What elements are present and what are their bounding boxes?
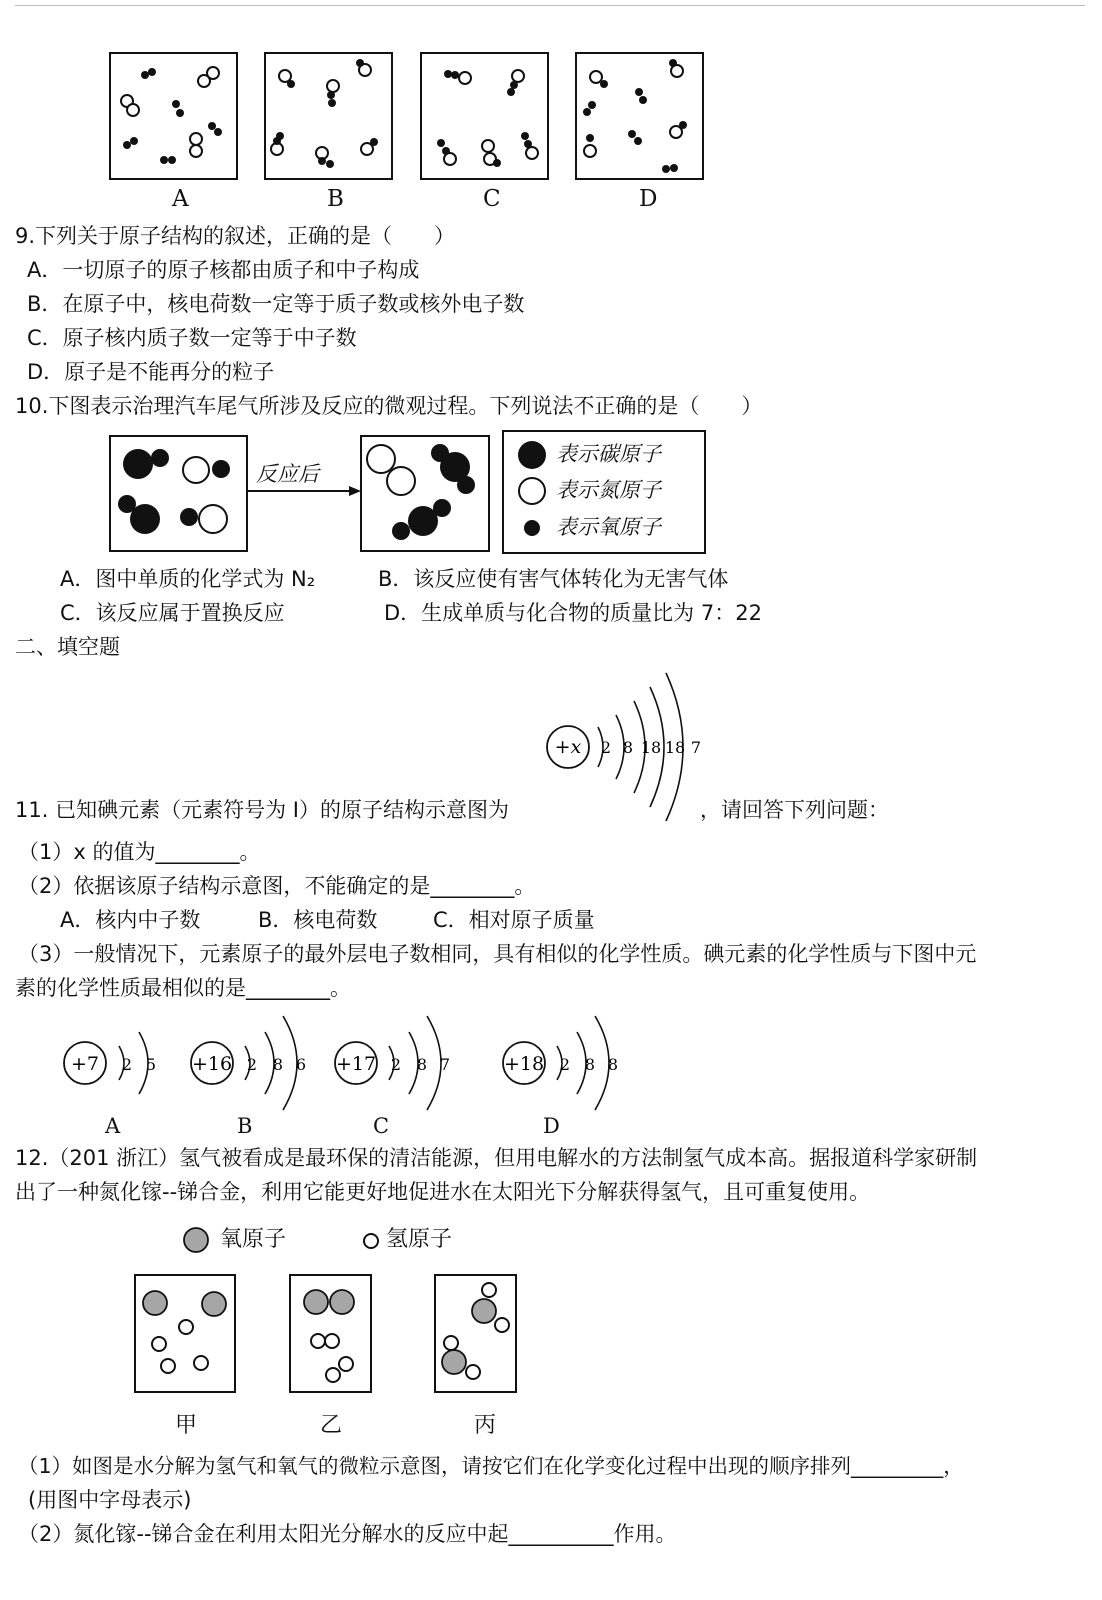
q12-legend-hydrogen-circle	[362, 1232, 382, 1252]
q10-arrow-label: 反应后	[256, 462, 319, 486]
q8-box-c	[421, 53, 548, 179]
svg-text:8: 8	[416, 1055, 428, 1074]
q8-particle-boxes	[100, 48, 720, 188]
q10-stem: 10.下图表示治理汽车尾气所涉及反应的微观过程。下列说法不正确的是（ ）	[15, 394, 763, 418]
q8-box-b	[265, 53, 392, 179]
svg-text:2: 2	[559, 1055, 571, 1074]
q12-stem-line1: 12.（201 浙江）氢气被看成是最环保的清洁能源，但用电解水的方法制氢气成本高。据报道科学家研制	[15, 1146, 978, 1170]
q10-legend-carbon: 表示碳原子	[556, 442, 661, 466]
svg-text:2: 2	[121, 1055, 133, 1074]
q11-sub2: （2）依据该原子结构示意图，不能确定的是________。	[18, 874, 536, 898]
q11-sub2-option-a: A．核内中子数	[60, 908, 201, 932]
q12-water-decomposition-boxes	[130, 1270, 530, 1400]
svg-text:5: 5	[145, 1055, 157, 1074]
svg-text:8: 8	[272, 1055, 284, 1074]
q10-option-d: D．生成单质与化合物的质量比为 7：22	[384, 601, 762, 625]
q10-option-c: C．该反应属于置换反应	[60, 601, 285, 625]
q11-stem-before: 11. 已知碘元素（元素符号为 I）的原子结构示意图为	[15, 798, 509, 822]
svg-text:18: 18	[664, 738, 686, 757]
q10-legend-nitrogen: 表示氮原子	[556, 478, 661, 502]
svg-text:+17: +17	[335, 1053, 377, 1075]
top-rule	[15, 5, 1085, 6]
svg-text:+18: +18	[503, 1053, 545, 1075]
svg-text:7: 7	[439, 1055, 451, 1074]
q12-stem-line2: 出了一种氮化镓--锑合金，利用它能更好地促进水在太阳光下分解获得氢气，且可重复使用。	[15, 1180, 871, 1204]
atom-d	[503, 1016, 618, 1110]
svg-text:2: 2	[246, 1055, 258, 1074]
q9-option-c: C．原子核内质子数一定等于中子数	[27, 326, 357, 350]
q11-sub2-option-c: C．相对原子质量	[433, 908, 595, 932]
q11-stem-after: ，请回答下列问题：	[700, 798, 889, 822]
q12-box-label-bing: 丙	[474, 1413, 497, 1438]
q11-atom-label-d: D	[543, 1114, 560, 1138]
atom-a	[64, 1032, 156, 1094]
q10-option-b: B．该反应使有害气体转化为无害气体	[378, 567, 729, 591]
q11-element-atom-diagrams	[55, 1010, 635, 1120]
q10-legend-oxygen: 表示氧原子	[556, 515, 661, 539]
q8-label-a: A	[172, 186, 189, 212]
atom-c	[335, 1016, 450, 1110]
q11-sub1: （1）x 的值为________。	[18, 840, 261, 864]
q11-atom-label-a: A	[105, 1114, 121, 1138]
q12-sub1-note: (用图中字母表示)	[28, 1488, 192, 1512]
svg-text:18: 18	[640, 738, 662, 757]
q12-sub2: （2）氮化镓--锑合金在利用太阳光分解水的反应中起__________作用。	[18, 1522, 677, 1546]
q12-legend-hydrogen-label: 氢原子	[386, 1227, 453, 1252]
svg-text:8: 8	[622, 738, 634, 757]
q9-option-b: B．在原子中，核电荷数一定等于质子数或核外电子数	[27, 292, 525, 316]
q11-atom-label-c: C	[373, 1114, 390, 1138]
atom-b	[191, 1016, 306, 1110]
q12-legend-oxygen-label: 氧原子	[220, 1227, 287, 1252]
section-fill-in-heading: 二、填空题	[15, 635, 120, 659]
svg-text:2: 2	[600, 738, 612, 757]
q9-option-d: D．原子是不能再分的粒子	[27, 360, 275, 384]
svg-text:+7: +7	[70, 1053, 100, 1075]
q12-legend-oxygen-circle	[182, 1226, 212, 1256]
svg-text:8: 8	[584, 1055, 596, 1074]
svg-text:7: 7	[690, 738, 702, 757]
q9-stem: 9.下列关于原子结构的叙述，正确的是（ ）	[15, 224, 456, 248]
svg-text:8: 8	[607, 1055, 619, 1074]
svg-text:2: 2	[390, 1055, 402, 1074]
q12-box-label-jia: 甲	[175, 1413, 198, 1438]
q11-sub2-option-b: B．核电荷数	[258, 908, 378, 932]
q8-box-a	[110, 53, 237, 179]
q11-sub3-line2: 素的化学性质最相似的是________。	[15, 976, 351, 1000]
q9-option-a: A．一切原子的原子核都由质子和中子构成	[27, 258, 420, 282]
svg-text:6: 6	[295, 1055, 307, 1074]
q12-sub1: （1）如图是水分解为氢气和氧气的微粒示意图，请按它们在化学变化过程中出现的顺序排列_________，	[18, 1454, 964, 1478]
svg-text:+16: +16	[191, 1053, 233, 1075]
q11-atom-label-b: B	[237, 1114, 253, 1138]
q8-label-c: C	[483, 186, 501, 212]
q10-option-a: A．图中单质的化学式为 N₂	[60, 567, 316, 591]
q11-iodine-atom-diagram	[540, 665, 710, 825]
q8-label-b: B	[327, 186, 344, 212]
q8-label-d: D	[639, 186, 658, 212]
q11-sub3-line1: （3）一般情况下，元素原子的最外层电子数相同，具有相似的化学性质。碘元素的化学性质与下图中元	[18, 942, 977, 966]
q8-box-d	[576, 53, 703, 179]
svg-text:+x: +x	[554, 736, 582, 758]
q12-box-label-yi: 乙	[320, 1413, 343, 1438]
